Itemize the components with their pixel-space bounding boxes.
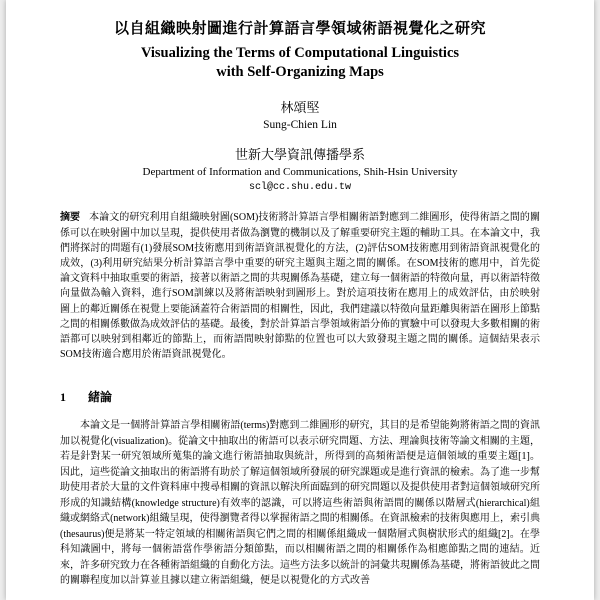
section-heading-introduction [60, 388, 540, 405]
paper-page [6, 0, 594, 600]
author-email: scl@cc.shu.edu.tw [248, 182, 352, 194]
section-title: 緒論 [88, 390, 113, 405]
author-name-chinese: 林頌堅 [280, 100, 320, 116]
author-name-english: Sung-Chien Lin [263, 119, 337, 132]
abstract-text: 本論文的研究利用自組織映射圖(SOM)技術將計算語言學相關術語對應到二維圖形，使得術語之間的關係可以在映射圖中加以呈現，提供使用者做為瀏覽的機制以及了解重要研究主題的輔助工具。在本論文中，我們將探討的問題有(1)發展SOM技術應用到術語資訊視覺化的方法，(2)評估SOM技術應用到術語資訊視覺化的成效，(3)利用研究結果分析計算語言學中重要的研究主題與主題之間的關係。在SOM技術的應用中，首先從論文資料中抽取重要的術語，接著以術語之間的共現關係為基礎，建立每一個術語的特徵向量，再以術語特徵向量做為輸入資料，進行SOM訓練以及將術語映射到圖形上。對於這項技術在應用上的成效評估，由於映射圖上的鄰近關係在視覺上要能涵蓋符合術語間的相關性，因此，我們建議以特徵向量距離與術語在圖形上節點之間的相關係數做為成效評估的基礎。最後，對於計算語言學領域術語分佈的實驗中可以發現大多數相關的術語都可以映射到相鄰近的節點上，而術語間映射節點的位置也可以大致發現主題之間的關係。這個結果表示SOM技術適合應用於術語資訊視覺化。 [60, 212, 540, 361]
paper-title-chinese: 以自組織映射圖進行計算語言學領域術語視覺化之研究 [113, 21, 486, 37]
affiliation-english: Department of Information and Communications, Shih-Hsin University [142, 166, 458, 179]
abstract-block [60, 210, 540, 362]
abstract-label: 摘要 [60, 212, 81, 224]
paper-title-english-line2: with Self-Organizing Maps [216, 63, 384, 80]
body-paragraph: 本論文是一個將計算語言學相關術語(terms)對應到二維圖形的研究，其目的是希望能夠將術語之間的資訊加以視覺化(visualization)。從論文中抽取出的術語可以表示研究問題、方法、理論與技術等論文相關的主題，若是針對某一研究領域所蒐集的論文進行術語抽取與統計，所得到的高頻術語便是這個領域的重要主題[1]。因此，這些從論文抽取出的術語將有助於了解這個領域所發展的研究課題或是進行資訊的檢索。為了進一步幫助使用者於大量的文件資料庫中搜尋相關的資訊以解決所面臨到的研究問題以及提供使用者對這個領域研究所形成的知識結構(knowledge structure)有效率的認識，可以將這些術語與術語間的關係以階層式(hierarchical)組織或網絡式(network)組織呈現，使得瀏覽者得以掌握術語之間的相關係。在資訊檢索的技術與應用上，索引典(thesaurus)便是將某一特定領域的相關術語與它們之間的相關係組織成一個階層式與樹狀形式的組織[2]。在學科知識圖中，將每一個術語當作學術語分類節點，而以相關術語之間的相關係作為相應節點之間的連結。近來，許多研究致力在各種術語組織的自動化方法。這些方法多以統計的詞彙共現關係為基礎，將術語彼此之間的關聯程度加以計算並且據以建立術語組織，便是以視覺化的方式改善 [60, 420, 540, 587]
paper-title-english-line1: Visualizing the Terms of Computational Linguistics [140, 44, 460, 61]
section-number: 1 [60, 390, 66, 405]
paper-title-english [60, 44, 540, 82]
affiliation-chinese: 世新大學資訊傳播學系 [234, 147, 365, 163]
